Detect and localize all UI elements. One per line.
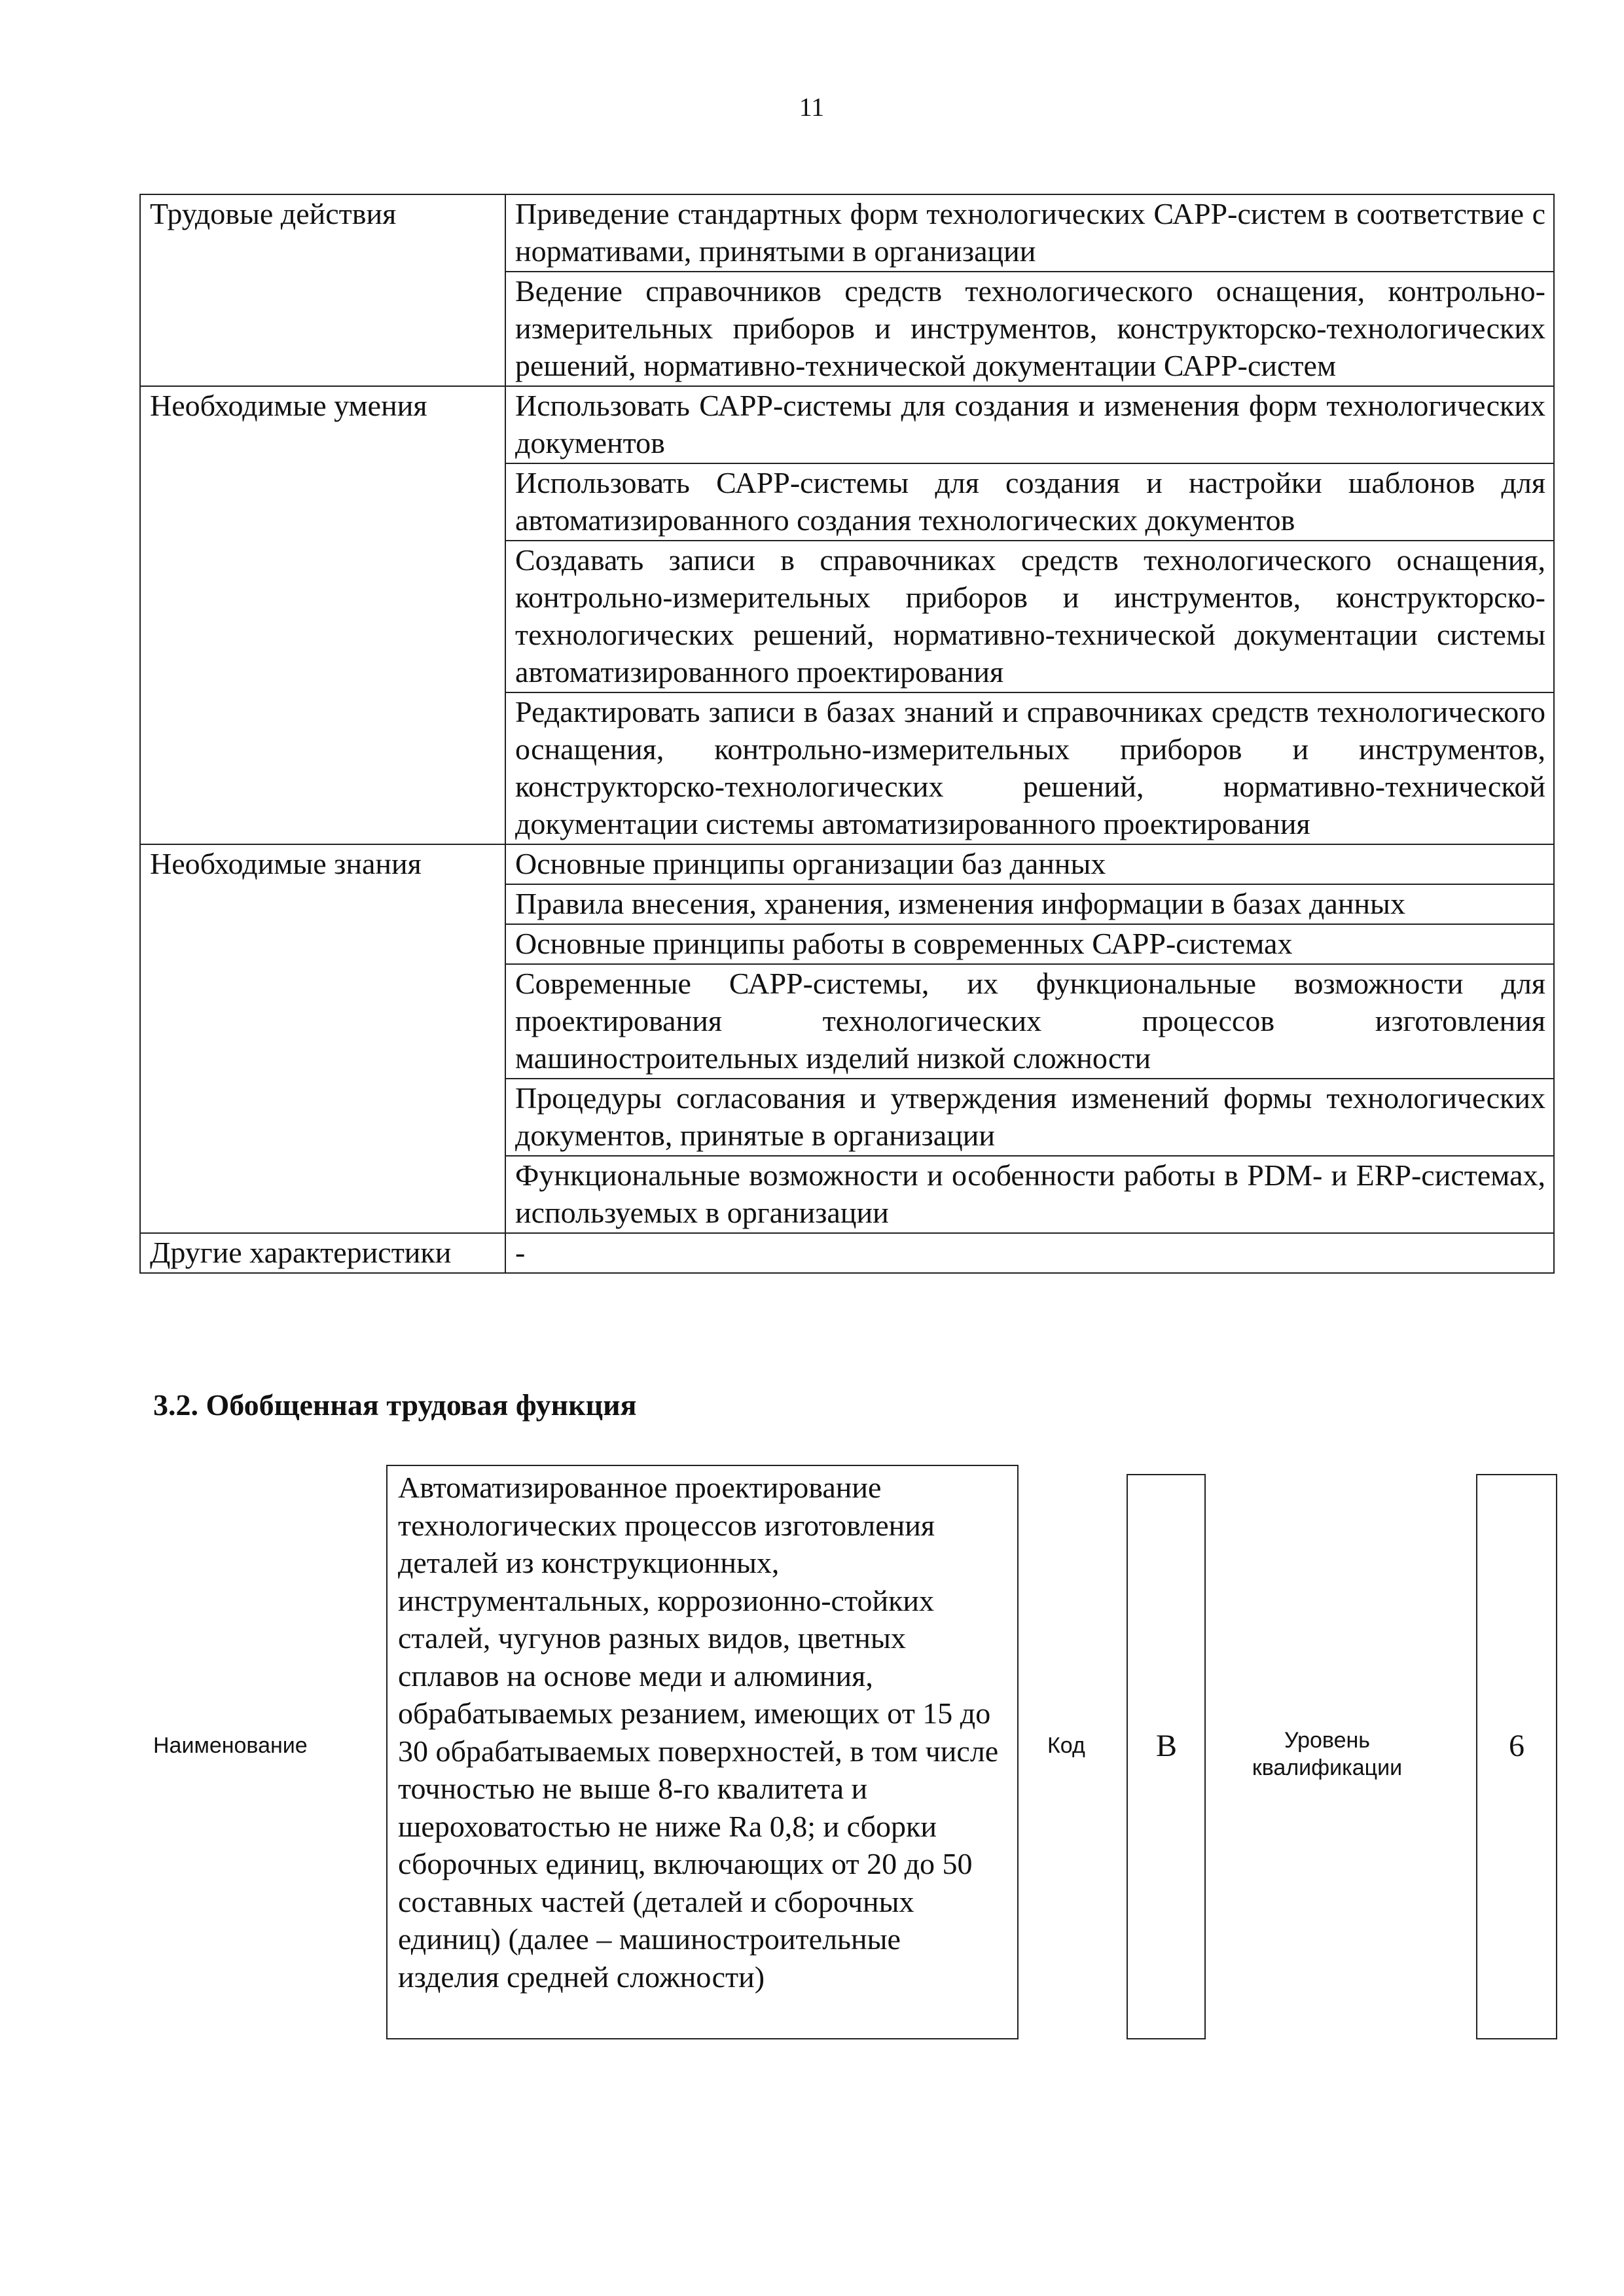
table-cell: Редактировать записи в базах знаний и справочниках средств технологического оснащения, контрольно-измерительных приборов и инструментов, конструкторско-технологических решений, нормативно-технической документации системы автоматизированного проектирования — [505, 692, 1554, 844]
qualification-level-value: 6 — [1509, 1729, 1525, 1763]
table-cell: Функциональные возможности и особенности работы в PDM- и ERP-системах, используемых в организации — [505, 1156, 1554, 1233]
table-cell: Ведение справочников средств технологического оснащения, контрольно-измерительных приборов и инструментов, конструкторско-технологических решений, нормативно-технической документации САРР-систем — [505, 272, 1554, 386]
table-cell: - — [505, 1233, 1554, 1273]
table-row — [140, 386, 1554, 463]
table-cell: Использовать САРР-системы для создания и настройки шаблонов для автоматизированного создания технологических документов — [505, 463, 1554, 541]
name-label: Наименование — [153, 1733, 308, 1758]
table-cell: Современные САРР-системы, их функциональные возможности для проектирования технологических процессов изготовления машиностроительных изделий низкой сложности — [505, 964, 1554, 1079]
labor-function-table — [139, 194, 1555, 1274]
name-value-box: Автоматизированное проектирование технологических процессов изготовления деталей из конструкционных, инструментальных, коррозионно-стойких сталей, чугунов разных видов, цветных сплавов на основе меди и алюминия, обрабатываемых резанием, имеющих от 15 до 30 обрабатываемых поверхностей, в том числе точностью не выше 8-го квалитета и шероховатостью не ниже Ra 0,8; и сборки сборочных единиц, включающих от 20 до 50 составных частей (деталей и сборочных единиц) (далее – машиностроительные изделия средней сложности) — [386, 1465, 1019, 2039]
qualification-level-label: Уровень квалификации — [1252, 1728, 1403, 1780]
table-cell: Основные принципы организации баз данных — [505, 844, 1554, 884]
table-cell: Правила внесения, хранения, изменения информации в базах данных — [505, 884, 1554, 924]
row-label-required-skills: Необходимые умения — [140, 386, 505, 844]
row-label-other-characteristics: Другие характеристики — [140, 1233, 505, 1273]
table-cell: Использовать САРР-системы для создания и изменения форм технологических документов — [505, 386, 1554, 463]
code-value: B — [1155, 1729, 1178, 1763]
page-number: 11 — [799, 92, 825, 122]
table-cell: Основные принципы работы в современных САРР-системах — [505, 924, 1554, 964]
code-label: Код — [1047, 1733, 1085, 1758]
table-cell: Процедуры согласования и утверждения изменений формы технологических документов, принятые в организации — [505, 1079, 1554, 1156]
table-cell: Приведение стандартных форм технологических САРР-систем в соответствие с нормативами, принятыми в организации — [505, 194, 1554, 272]
section-heading: 3.2. Обобщенная трудовая функция — [153, 1388, 637, 1422]
table-row — [140, 1233, 1554, 1273]
row-label-required-knowledge: Необходимые знания — [140, 844, 505, 1233]
row-label-labor-actions: Трудовые действия — [140, 194, 505, 386]
table-row — [140, 844, 1554, 884]
table-cell: Создавать записи в справочниках средств технологического оснащения, контрольно-измерительных приборов и инструментов, конструкторско-технологических решений, нормативно-технической документации системы автоматизированного проектирования — [505, 541, 1554, 692]
table-row — [140, 194, 1554, 272]
